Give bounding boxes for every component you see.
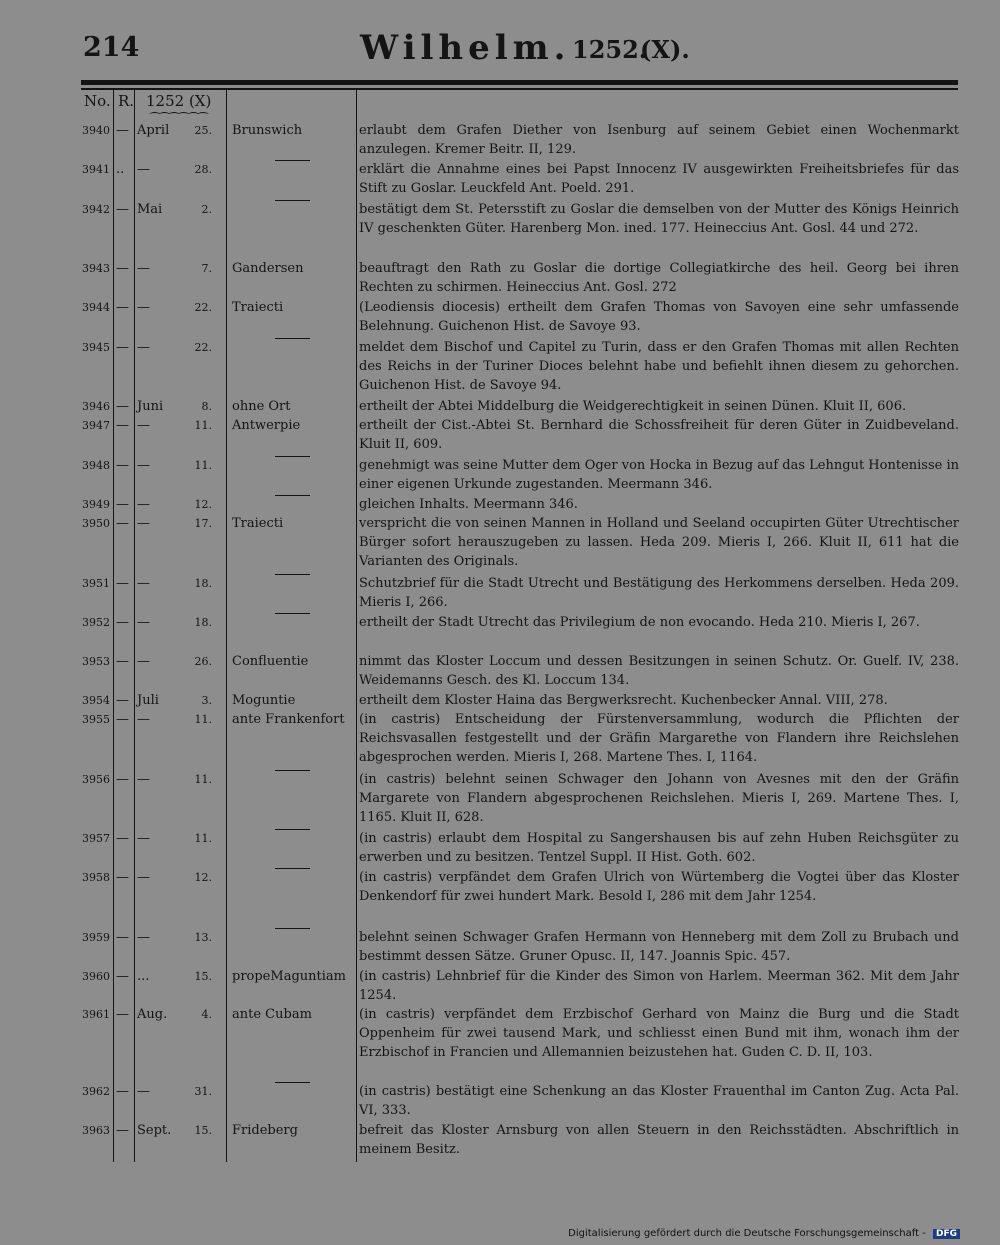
entry-text: befreit das Kloster Arnsburg von allen Steuern in den Reichsstädten. Abschriftlich in meinem Besitz. — [359, 1123, 959, 1157]
entry-text: belehnt seinen Schwager Grafen Hermann von Henneberg mit dem Zoll zu Brubach und bestimmt dessen Sätze. Gruner Opusc. II, 147. Joannis Spic. 457. — [359, 930, 959, 964]
entry-place: ohne Ort — [232, 399, 291, 414]
entry-place: Traiecti — [232, 516, 284, 531]
entry-month: — — [137, 654, 150, 669]
ditto-dash — [275, 200, 310, 201]
entry-number: 3945 — [82, 341, 110, 354]
page-number: 214 — [83, 32, 140, 63]
entry-r: — — [116, 1007, 129, 1022]
column-header-no: No. — [84, 92, 111, 110]
entry-month: — — [137, 712, 150, 727]
entry-place: Frideberg — [232, 1123, 298, 1138]
entry-r: — — [116, 261, 129, 276]
entry-r: — — [116, 693, 129, 708]
header-rule-thin — [81, 88, 958, 90]
entry-number: 3952 — [82, 616, 110, 629]
entry-number: 3955 — [82, 713, 110, 726]
entry-month: April — [137, 123, 170, 138]
entry-r: — — [116, 1123, 129, 1138]
entry-month: — — [137, 772, 150, 787]
entry-r: — — [116, 615, 129, 630]
entry-place: ante Cubam — [232, 1007, 312, 1022]
entry-day: 18. — [194, 616, 212, 629]
ditto-dash — [275, 928, 310, 929]
entry-month: Sept. — [137, 1123, 172, 1138]
entry-number: 3944 — [82, 301, 110, 314]
entry-r: — — [116, 930, 129, 945]
entry-place: Gandersen — [232, 261, 304, 276]
entry-day: 11. — [194, 773, 212, 786]
rule-place — [356, 90, 357, 1162]
entry-text: beauftragt den Rath zu Goslar die dortige Collegiatkirche des heil. Georg bei ihren Rechten zu schirmen. Heineccius Ant. Gosl. 272 — [359, 261, 959, 295]
entry-r: — — [116, 300, 129, 315]
entry-text: verspricht die von seinen Mannen in Holland und Seeland occupirten Güter Utrechtischer Bürger sofort herauszugeben zu lassen. Heda 209. Mieris I, 266. Kluit II, 611 hat die Varianten des Originals. — [359, 516, 959, 569]
entry-place: Confluentie — [232, 654, 309, 669]
entry-number: 3953 — [82, 655, 110, 668]
entry-place: Moguntie — [232, 693, 296, 708]
entry-place: Brunswich — [232, 123, 303, 138]
entry-number: 3940 — [82, 124, 110, 137]
entry-text: gleichen Inhalts. Meermann 346. — [359, 497, 578, 512]
entry-month: — — [137, 418, 150, 433]
ditto-dash — [275, 160, 310, 161]
dfg-logo: DFG — [933, 1229, 960, 1239]
entry-number: 3962 — [82, 1085, 110, 1098]
entry-r: — — [116, 969, 129, 984]
entry-month: — — [137, 162, 150, 177]
footer-credit — [568, 1228, 960, 1239]
entry-r: — — [116, 202, 129, 217]
entry-month: ... — [137, 969, 150, 984]
entry-day: 11. — [194, 713, 212, 726]
header-chapter: (X). — [640, 35, 690, 64]
entry-month: — — [137, 615, 150, 630]
entry-r: — — [116, 399, 129, 414]
entry-day: 3. — [201, 694, 212, 707]
entry-day: 25. — [194, 124, 212, 137]
entry-month: Aug. — [137, 1007, 168, 1022]
entry-r: — — [116, 576, 129, 591]
entry-month: — — [137, 300, 150, 315]
ditto-dash — [275, 829, 310, 830]
entry-day: 8. — [201, 400, 212, 413]
entry-r: — — [116, 1084, 129, 1099]
entry-text: (in castris) verpfändet dem Erzbischof Gerhard von Mainz die Burg und die Stadt Oppenheim für zwei tausend Mark, und schliesst einen Bund mit ihm, wonach ihm der Erzbischof in Francien und Allemannien beizustehen hat. Guden C. D. II, 103. — [359, 1007, 959, 1060]
entry-r: — — [116, 772, 129, 787]
entry-place: propeMaguntiam — [232, 969, 346, 984]
entry-month: — — [137, 340, 150, 355]
entry-number: 3943 — [82, 262, 110, 275]
entry-number: 3963 — [82, 1124, 110, 1137]
page-title: Wilhelm. — [360, 28, 571, 68]
entry-text: genehmigt was seine Mutter dem Oger von Hocka in Bezug auf das Lehngut Hontenisse in einer eigenen Urkunde zugestanden. Meermann 346. — [359, 458, 959, 492]
entry-day: 22. — [194, 341, 212, 354]
ditto-dash — [275, 770, 310, 771]
entry-month: — — [137, 458, 150, 473]
entry-text: erlaubt dem Grafen Diether von Isenburg auf seinem Gebiet einen Wochenmarkt anzulegen. Kremer Beitr. II, 129. — [359, 123, 959, 157]
entry-r: — — [116, 870, 129, 885]
entry-number: 3954 — [82, 694, 110, 707]
footer-text: Digitalisierung gefördert durch die Deutsche Forschungsgemeinschaft - — [568, 1228, 926, 1239]
entry-day: 26. — [194, 655, 212, 668]
entry-day: 22. — [194, 301, 212, 314]
entry-place: ante Frankenfort — [232, 712, 345, 727]
entry-text: (in castris) Lehnbrief für die Kinder des Simon von Harlem. Meerman 362. Mit dem Jahr 1254. — [359, 969, 959, 1003]
entry-number: 3957 — [82, 832, 110, 845]
entry-number: 3941 — [82, 163, 110, 176]
entry-text: ertheilt der Abtei Middelburg die Weidgerechtigkeit in seinen Dünen. Kluit II, 606. — [359, 399, 907, 414]
entry-day: 17. — [194, 517, 212, 530]
entry-r: — — [116, 123, 129, 138]
entry-r: — — [116, 654, 129, 669]
entry-month: — — [137, 870, 150, 885]
entry-day: 18. — [194, 577, 212, 590]
header-year: 1252. — [572, 35, 648, 64]
entry-text: (in castris) erlaubt dem Hospital zu Sangershausen bis auf zehn Huben Reichsgüter zu erwerben und zu besitzen. Tentzel Suppl. II Hist. Goth. 602. — [359, 831, 959, 865]
entry-day: 12. — [194, 871, 212, 884]
entry-day: 2. — [201, 203, 212, 216]
entry-number: 3956 — [82, 773, 110, 786]
entry-text: (in castris) verpfändet dem Grafen Ulrich von Würtemberg die Vogtei über das Kloster Denkendorf für zwei hundert Mark. Besold I, 286 mit dem Jahr 1254. — [359, 870, 959, 904]
entry-month: Juni — [137, 399, 164, 414]
ditto-dash — [275, 456, 310, 457]
entry-text: meldet dem Bischof und Capitel zu Turin, dass er den Grafen Thomas mit allen Rechten des Reichs in der Turiner Dioces belehnt habe und befiehlt ihnen diesem zu gehorchen. Guichenon Hist. de Savoye 94. — [359, 340, 959, 393]
entry-place: Antwerpie — [232, 418, 301, 433]
ditto-dash — [275, 338, 310, 339]
entry-month: — — [137, 261, 150, 276]
entry-text: (in castris) Entscheidung der Fürstenversammlung, wodurch die Pflichten der Reichsvasallen festgestellt und der Gräfin Margarethe von Flandern ihre Reichslehen abgesprochen werden. Mieris I, 268. Martene Thes. I, 1164. — [359, 712, 959, 765]
entry-month: — — [137, 930, 150, 945]
entry-day: 13. — [194, 931, 212, 944]
entry-day: 4. — [201, 1008, 212, 1021]
ditto-dash — [275, 574, 310, 575]
entry-day: 28. — [194, 163, 212, 176]
entry-r: — — [116, 418, 129, 433]
entry-r: — — [116, 497, 129, 512]
entry-day: 12. — [194, 498, 212, 511]
entry-r: — — [116, 516, 129, 531]
entry-month: Mai — [137, 202, 163, 217]
entry-text: ertheilt der Stadt Utrecht das Privilegium de non evocando. Heda 210. Mieris I, 267. — [359, 615, 920, 630]
entry-text: erklärt die Annahme eines bei Papst Innocenz IV ausgewirkten Freiheitsbriefes für das Stift zu Goslar. Leuckfeld Ant. Poeld. 291. — [359, 162, 959, 196]
entry-r: .. — [116, 162, 125, 177]
entry-place: Traiecti — [232, 300, 284, 315]
entry-number: 3950 — [82, 517, 110, 530]
entry-day: 15. — [194, 970, 212, 983]
entry-month: Juli — [137, 693, 159, 708]
entry-month: — — [137, 831, 150, 846]
ditto-dash — [275, 868, 310, 869]
entry-text: (in castris) belehnt seinen Schwager den Johann von Avesnes mit den der Gräfin Margarete von Flandern abgesprochenen Reichslehen. Mieris I, 269. Martene Thes. I, 1165. Kluit II, 628. — [359, 772, 959, 825]
entry-text: nimmt das Kloster Loccum und dessen Besitzungen in seinen Schutz. Or. Guelf. IV, 238. Weidemanns Gesch. des Kl. Loccum 134. — [359, 654, 959, 688]
entry-month: — — [137, 497, 150, 512]
entry-r: — — [116, 340, 129, 355]
header-flourish: ⁀⁀⁀⁀⁀⁀ — [150, 112, 208, 126]
rule-date — [226, 90, 227, 1162]
entry-r: — — [116, 712, 129, 727]
entry-text: ertheilt dem Kloster Haina das Bergwerksrecht. Kuchenbecker Annal. VIII, 278. — [359, 693, 888, 708]
entry-day: 11. — [194, 459, 212, 472]
entry-month: — — [137, 1084, 150, 1099]
column-header-r: R. — [118, 92, 135, 110]
entry-number: 3951 — [82, 577, 110, 590]
entry-month: — — [137, 576, 150, 591]
entry-number: 3961 — [82, 1008, 110, 1021]
entry-month: — — [137, 516, 150, 531]
entry-text: Schutzbrief für die Stadt Utrecht und Bestätigung des Herkommens derselben. Heda 209. Mieris I, 266. — [359, 576, 959, 610]
entry-text: ertheilt der Cist.-Abtei St. Bernhard die Schossfreiheit für deren Güter in Zuidbeveland. Kluit II, 609. — [359, 418, 959, 452]
entry-number: 3959 — [82, 931, 110, 944]
column-header-date: 1252 (X) — [146, 92, 212, 110]
entry-number: 3942 — [82, 203, 110, 216]
entry-text: (in castris) bestätigt eine Schenkung an das Kloster Frauenthal im Canton Zug. Acta Pal. VI, 333. — [359, 1084, 959, 1118]
entry-text: bestätigt dem St. Petersstift zu Goslar die demselben von der Mutter des Königs Heinrich IV geschenkten Güter. Harenberg Mon. ined. 177. Heineccius Ant. Gosl. 44 und 272. — [359, 202, 959, 236]
entry-day: 31. — [194, 1085, 212, 1098]
entry-text: (Leodiensis diocesis) ertheilt dem Grafen Thomas von Savoyen eine sehr umfassende Belehnung. Guichenon Hist. de Savoye 93. — [359, 300, 959, 334]
ditto-dash — [275, 613, 310, 614]
entry-r: — — [116, 458, 129, 473]
entry-number: 3947 — [82, 419, 110, 432]
ditto-dash — [275, 495, 310, 496]
entry-number: 3960 — [82, 970, 110, 983]
entry-number: 3948 — [82, 459, 110, 472]
rule-no — [113, 90, 114, 1162]
entry-number: 3958 — [82, 871, 110, 884]
entry-day: 11. — [194, 832, 212, 845]
ditto-dash — [275, 1082, 310, 1083]
entry-day: 15. — [194, 1124, 212, 1137]
entry-number: 3946 — [82, 400, 110, 413]
entry-day: 7. — [201, 262, 212, 275]
entry-number: 3949 — [82, 498, 110, 511]
header-rule-thick — [81, 80, 958, 85]
entry-r: — — [116, 831, 129, 846]
entry-day: 11. — [194, 419, 212, 432]
page-header — [0, 28, 1000, 68]
